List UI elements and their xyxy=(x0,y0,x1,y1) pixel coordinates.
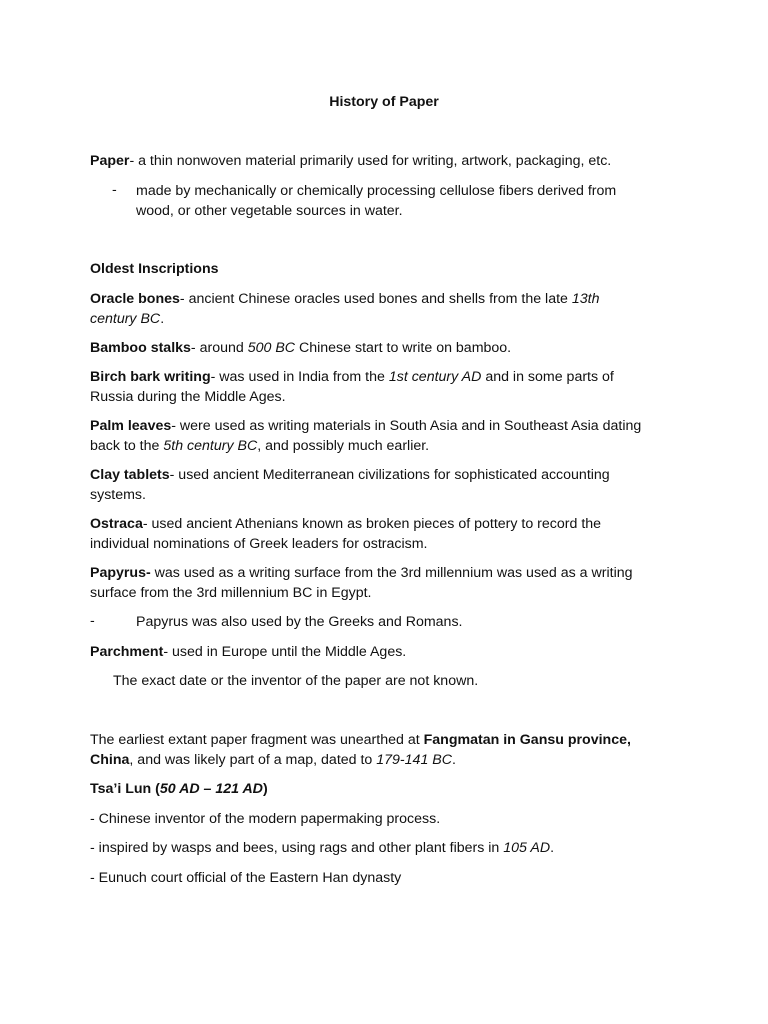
oracle-date-1: 13th xyxy=(571,291,600,307)
paper-bullet-line2: wood, or other vegetable sources in water. xyxy=(136,202,403,219)
parchment-text: - used in Europe until the Middle Ages. xyxy=(163,644,407,660)
tsai-fact-2-period: . xyxy=(550,840,555,856)
papyrus-sub-dash: - xyxy=(90,613,95,629)
palm-text-3: , and possibly much earlier. xyxy=(257,437,430,454)
oracle-date-2: century BC xyxy=(90,310,161,327)
oracle-period: . xyxy=(160,310,165,327)
earliest-place-1: Fangmatan in Gansu province, xyxy=(423,732,631,748)
entry-oracle-bones xyxy=(90,290,690,329)
papyrus-text-1: was used as a writing surface from the 3rd millennium was used as a writing xyxy=(150,565,633,581)
entry-birch-bark xyxy=(90,368,690,407)
term-parchment: Parchment xyxy=(90,644,164,660)
section-heading-inscriptions: Oldest Inscriptions xyxy=(90,261,219,277)
bamboo-text-2: Chinese start to write on bamboo. xyxy=(295,340,512,356)
papyrus-line-2: surface from the 3rd millennium BC in Egypt. xyxy=(90,584,372,601)
earliest-text-3: . xyxy=(451,751,456,768)
page-title: History of Paper xyxy=(329,94,439,110)
tsai-lun-fact-2 xyxy=(90,839,690,859)
term-clay-tablets: Clay tablets xyxy=(90,467,170,483)
earliest-text-2: , and was likely part of a map, dated to xyxy=(129,751,377,768)
ostraca-text-1: - used ancient Athenians known as broken pieces of pottery to record the xyxy=(142,516,602,532)
entry-clay-tablets xyxy=(90,466,690,505)
earliest-place-2: China xyxy=(90,751,130,768)
tsai-lun-close-paren: ) xyxy=(262,781,268,797)
palm-text-2: back to the xyxy=(90,437,164,454)
term-birch-bark: Birch bark writing xyxy=(90,369,211,385)
paper-definition xyxy=(90,152,690,172)
clay-line-2: systems. xyxy=(90,486,146,503)
term-ostraca: Ostraca xyxy=(90,516,143,532)
term-paper: Paper xyxy=(90,153,130,169)
birch-date: 1st century AD xyxy=(388,369,482,385)
palm-text-1: - were used as writing materials in South Asia and in Southeast Asia dating xyxy=(171,418,642,434)
tsai-lun-fact-3: - Eunuch court official of the Eastern Han dynasty xyxy=(90,870,402,886)
paper-bullet xyxy=(136,182,696,221)
birch-text-2: and in some parts of xyxy=(481,369,614,385)
bamboo-text-1: - around xyxy=(190,340,248,356)
birch-line-2: Russia during the Middle Ages. xyxy=(90,388,286,405)
entry-bamboo-stalks xyxy=(90,339,690,359)
bullet-dash: - xyxy=(112,182,117,198)
entry-ostraca xyxy=(90,515,690,554)
term-palm-leaves: Palm leaves xyxy=(90,418,172,434)
term-bamboo-stalks: Bamboo stalks xyxy=(90,340,191,356)
birch-text-1: - was used in India from the xyxy=(210,369,389,385)
earliest-date: 179-141 BC xyxy=(376,751,452,768)
tsai-lun-heading xyxy=(90,780,690,800)
term-papyrus: Papyrus- xyxy=(90,565,151,581)
unknown-inventor-note: The exact date or the inventor of the paper are not known. xyxy=(113,673,479,689)
term-oracle-bones: Oracle bones xyxy=(90,291,180,307)
tsai-fact-2-text: - inspired by wasps and bees, using rags and other plant fibers in xyxy=(90,840,504,856)
tsai-fact-2-date: 105 AD xyxy=(503,840,551,856)
earliest-text-1: The earliest extant paper fragment was unearthed at xyxy=(90,732,424,748)
earliest-fragment-paragraph xyxy=(90,731,710,770)
palm-date: 5th century BC xyxy=(163,437,258,454)
tsai-lun-fact-1: - Chinese inventor of the modern papermaking process. xyxy=(90,811,441,827)
entry-palm-leaves xyxy=(90,417,690,456)
tsai-lun-name: Tsa’i Lun ( xyxy=(90,781,160,797)
paper-definition-text: - a thin nonwoven material primarily used for writing, artwork, packaging, etc. xyxy=(129,153,612,169)
oracle-text: - ancient Chinese oracles used bones and shells from the late xyxy=(179,291,572,307)
bamboo-date: 500 BC xyxy=(247,340,296,356)
ostraca-line-2: individual nominations of Greek leaders for ostracism. xyxy=(90,535,428,552)
entry-papyrus xyxy=(90,564,690,603)
papyrus-sub-bullet: Papyrus was also used by the Greeks and Romans. xyxy=(136,614,463,630)
paper-bullet-line1: made by mechanically or chemically processing cellulose fibers derived from xyxy=(136,183,617,199)
entry-parchment xyxy=(90,643,690,663)
clay-text-1: - used ancient Mediterranean civilizations for sophisticated accounting xyxy=(169,467,610,483)
tsai-lun-dates: 50 AD – 121 AD xyxy=(159,781,263,797)
